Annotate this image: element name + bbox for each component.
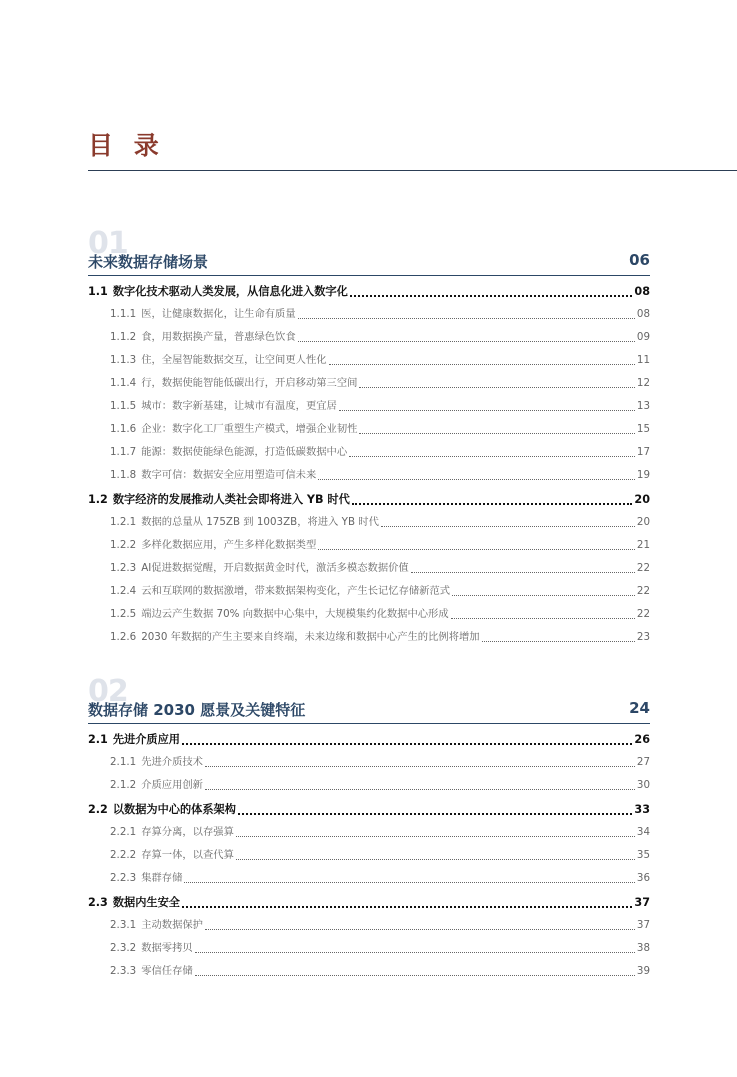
entry-page-number: 22 — [636, 608, 650, 620]
dot-leader — [182, 743, 632, 745]
toc-entry-subsection[interactable] — [88, 372, 650, 395]
entry-number: 1.1.5 — [110, 400, 137, 412]
entry-number: 1.1.7 — [110, 446, 137, 458]
section-page-number[interactable]: 24 — [629, 699, 650, 717]
entry-page-number: 09 — [636, 331, 650, 343]
entry-title: 食，用数据换产量，普惠绿色饮食 — [141, 331, 296, 343]
entry-page-number: 13 — [636, 400, 650, 412]
entry-title: 多样化数据应用，产生多样化数据类型 — [141, 539, 317, 551]
toc-entry-subsection[interactable] — [88, 511, 650, 534]
toc-entry-subsection[interactable] — [88, 326, 650, 349]
entry-number: 1.2.6 — [110, 631, 137, 643]
entry-title: 数据的总量从 175ZB 到 1003ZB，将进入 YB 时代 — [141, 516, 379, 528]
entry-title: 行，数据使能智能低碳出行，开启移动第三空间 — [141, 377, 358, 389]
entry-page-number: 17 — [636, 446, 650, 458]
entry-number: 1.1.6 — [110, 423, 137, 435]
entry-number: 1.1.4 — [110, 377, 137, 389]
entry-page-number: 11 — [636, 354, 650, 366]
entry-page-number: 30 — [636, 779, 650, 791]
section-title[interactable]: 数据存储 2030 愿景及关键特征 — [88, 701, 306, 719]
dot-leader — [205, 929, 635, 930]
dot-leader — [359, 433, 634, 434]
toc-entry-subsection[interactable] — [88, 395, 650, 418]
section-title[interactable]: 未来数据存储场景 — [88, 253, 209, 271]
section-header — [88, 674, 650, 727]
entry-number: 1.2.3 — [110, 562, 137, 574]
entry-title: 企业：数字化工厂重塑生产模式，增强企业韧性 — [141, 423, 358, 435]
section-page-number[interactable]: 06 — [629, 251, 650, 269]
entry-number: 2.1.2 — [110, 779, 137, 791]
entry-page-number: 12 — [636, 377, 650, 389]
entry-title: 零信任存储 — [141, 965, 193, 977]
entry-page-number: 20 — [636, 516, 650, 528]
toc-entry-chapter[interactable] — [88, 798, 650, 821]
entry-page-number: 26 — [634, 733, 650, 746]
dot-leader — [352, 503, 633, 505]
entry-page-number: 22 — [636, 562, 650, 574]
entry-title: 医，让健康数据化，让生命有质量 — [141, 308, 296, 320]
entry-number: 2.2.3 — [110, 872, 137, 884]
dot-leader — [298, 318, 635, 319]
dot-leader — [195, 975, 635, 976]
toc-entry-list — [88, 728, 650, 983]
entry-number: 1.1.2 — [110, 331, 137, 343]
section-divider — [88, 275, 650, 276]
toc-entry-subsection[interactable] — [88, 580, 650, 603]
dot-leader — [482, 641, 635, 642]
entry-title: 先进介质技术 — [141, 756, 203, 768]
toc-entry-subsection[interactable] — [88, 349, 650, 372]
entry-number: 2.2.1 — [110, 826, 137, 838]
entry-title: 数字化技术驱动人类发展，从信息化进入数字化 — [112, 285, 348, 298]
toc-entry-chapter[interactable] — [88, 488, 650, 511]
entry-number: 1.2.1 — [110, 516, 137, 528]
toc-entry-subsection[interactable] — [88, 534, 650, 557]
entry-title: 住，全屋智能数据交互，让空间更人性化 — [141, 354, 327, 366]
dot-leader — [182, 906, 632, 908]
toc-entry-subsection[interactable] — [88, 626, 650, 649]
entry-number: 2.3.3 — [110, 965, 137, 977]
entry-page-number: 08 — [636, 308, 650, 320]
dot-leader — [411, 572, 635, 573]
toc-entry-subsection[interactable] — [88, 960, 650, 983]
dot-leader — [184, 882, 635, 883]
dot-leader — [329, 364, 635, 365]
entry-page-number: 22 — [636, 585, 650, 597]
toc-section-2 — [88, 674, 650, 983]
entry-title: 数据零拷贝 — [141, 942, 193, 954]
entry-title: 以数据为中心的体系架构 — [112, 803, 236, 816]
entry-number: 1.1 — [88, 285, 108, 298]
toc-entry-chapter[interactable] — [88, 891, 650, 914]
entry-number: 1.2.4 — [110, 585, 137, 597]
entry-title: 先进介质应用 — [112, 733, 180, 746]
entry-title: 集群存储 — [141, 872, 183, 884]
entry-title: 数据内生安全 — [112, 896, 180, 909]
entry-page-number: 37 — [636, 919, 650, 931]
dot-leader — [349, 456, 635, 457]
entry-title: 2030 年数据的产生主要来自终端，未来边缘和数据中心产生的比例将增加 — [141, 631, 480, 643]
dot-leader — [298, 341, 635, 342]
toc-entry-chapter[interactable] — [88, 728, 650, 751]
dot-leader — [350, 295, 633, 297]
toc-entry-subsection[interactable] — [88, 914, 650, 937]
entry-number: 2.1 — [88, 733, 108, 746]
entry-title: 数字经济的发展推动人类社会即将进入 YB 时代 — [112, 493, 350, 506]
entry-page-number: 27 — [636, 756, 650, 768]
entry-number: 1.2 — [88, 493, 108, 506]
entry-title: 端边云产生数据 70% 向数据中心集中，大规模集约化数据中心形成 — [141, 608, 449, 620]
dot-leader — [452, 595, 635, 596]
dot-leader — [318, 479, 635, 480]
toc-entry-subsection[interactable] — [88, 844, 650, 867]
entry-number: 2.1.1 — [110, 756, 137, 768]
toc-entry-subsection[interactable] — [88, 867, 650, 890]
entry-page-number: 08 — [634, 285, 650, 298]
dot-leader — [238, 813, 633, 815]
dot-leader — [236, 836, 635, 837]
toc-entry-subsection[interactable] — [88, 418, 650, 441]
entry-page-number: 20 — [634, 493, 650, 506]
section-header — [88, 226, 650, 279]
toc-entry-subsection[interactable] — [88, 303, 650, 326]
entry-number: 1.2.5 — [110, 608, 137, 620]
dot-leader — [195, 952, 635, 953]
entry-title: 介质应用创新 — [141, 779, 203, 791]
toc-entry-subsection[interactable] — [88, 774, 650, 797]
entry-number: 2.3.1 — [110, 919, 137, 931]
entry-title: 数字可信：数据安全应用塑造可信未来 — [141, 469, 317, 481]
dot-leader — [318, 549, 635, 550]
toc-entry-subsection[interactable] — [88, 751, 650, 774]
toc-entry-subsection[interactable] — [88, 441, 650, 464]
entry-page-number: 39 — [636, 965, 650, 977]
entry-page-number: 38 — [636, 942, 650, 954]
entry-number: 2.3 — [88, 896, 108, 909]
entry-number: 1.1.3 — [110, 354, 137, 366]
entry-page-number: 37 — [634, 896, 650, 909]
entry-number: 2.2.2 — [110, 849, 137, 861]
dot-leader — [451, 618, 635, 619]
dot-leader — [381, 526, 635, 527]
toc-entry-subsection[interactable] — [88, 937, 650, 960]
dot-leader — [236, 859, 635, 860]
entry-number: 2.2 — [88, 803, 108, 816]
section-number: 01 — [88, 226, 128, 261]
entry-number: 2.3.2 — [110, 942, 137, 954]
toc-entry-chapter[interactable] — [88, 280, 650, 303]
entry-number: 1.1.8 — [110, 469, 137, 481]
entry-title: 城市：数字新基建，让城市有温度，更宜居 — [141, 400, 337, 412]
entry-title: 存算分离，以存强算 — [141, 826, 234, 838]
entry-page-number: 36 — [636, 872, 650, 884]
dot-leader — [205, 766, 635, 767]
entry-page-number: 34 — [636, 826, 650, 838]
toc-entry-subsection[interactable] — [88, 603, 650, 626]
entry-page-number: 19 — [636, 469, 650, 481]
dot-leader — [339, 410, 635, 411]
section-divider — [88, 723, 650, 724]
toc-entry-subsection[interactable] — [88, 557, 650, 580]
title-divider — [88, 170, 737, 171]
entry-number: 1.2.2 — [110, 539, 137, 551]
dot-leader — [359, 387, 634, 388]
toc-entry-list — [88, 280, 650, 649]
entry-title: 主动数据保护 — [141, 919, 203, 931]
entry-page-number: 35 — [636, 849, 650, 861]
toc-entry-subsection[interactable] — [88, 821, 650, 844]
entry-page-number: 21 — [636, 539, 650, 551]
entry-page-number: 15 — [636, 423, 650, 435]
entry-number: 1.1.1 — [110, 308, 137, 320]
dot-leader — [205, 789, 635, 790]
toc-title: 目 录 — [88, 131, 165, 160]
entry-title: 存算一体，以查代算 — [141, 849, 234, 861]
toc-section-1 — [88, 226, 650, 649]
entry-title: AI促进数据觉醒，开启数据黄金时代，激活多模态数据价值 — [141, 562, 409, 574]
entry-title: 云和互联网的数据激增，带来数据架构变化，产生长记忆存储新范式 — [141, 585, 451, 597]
entry-title: 能源：数据使能绿色能源，打造低碳数据中心 — [141, 446, 348, 458]
toc-entry-subsection[interactable] — [88, 464, 650, 487]
section-number: 02 — [88, 674, 128, 709]
entry-page-number: 33 — [634, 803, 650, 816]
entry-page-number: 23 — [636, 631, 650, 643]
